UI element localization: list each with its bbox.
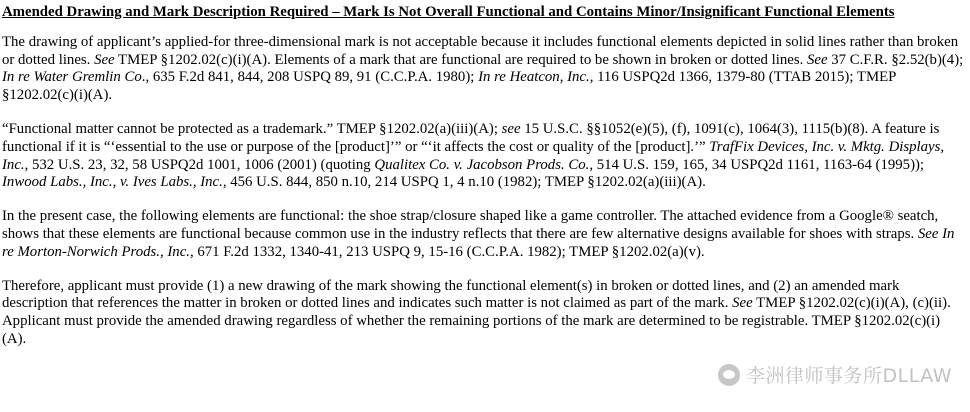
text-run: TMEP §1202.02(c)(i)(A), (c)(ii). Applicant must provide the amended drawing regardless of whether the remaining portions of the mark are determined to be registrable. TMEP §1202.02(c)(i)(A).	[2, 295, 951, 347]
text-run: , 514 U.S. 159, 165, 34 USPQ2d 1161, 1163-64 (1995));	[589, 156, 925, 173]
citation-italic: TrafFix Devices, Inc. v. Mktg. Displays, Inc.	[2, 138, 945, 173]
text-run: , 532 U.S. 23, 32, 58 USPQ2d 1001, 1006 (2001) (quoting	[24, 156, 375, 173]
watermark	[718, 361, 952, 388]
wechat-icon	[718, 364, 740, 386]
text-run: , 116 USPQ2d 1366, 1379-80 (TTAB 2015); TMEP §1202.02(c)(i)(A).	[2, 69, 896, 104]
text-run: ., 635 F.2d 841, 844, 208 USPQ 89, 91 (C.C.P.A. 1980);	[141, 69, 479, 86]
paragraph-3	[2, 208, 964, 261]
citation-italic: See	[94, 51, 115, 68]
paragraph-list	[2, 34, 964, 349]
text-run: In the present case, the following elements are functional: the shoe strap/closure shaped like a game controller. The attached evidence from a Google® seatch, shows that these elements are functional because common use in the industry reflects that there are few alternative designs available for shoes with straps.	[2, 208, 939, 242]
citation-italic: see	[501, 120, 521, 137]
watermark-text: 李洲律师事务所DLLAW	[746, 365, 952, 387]
text-run: “Functional matter cannot be protected as a trademark.” TMEP §1202.02(a)(iii)(A);	[2, 120, 502, 137]
section-heading: Amended Drawing and Mark Description Required – Mark Is Not Overall Functional and Contains Minor/Insignificant Functional Elements	[2, 4, 895, 20]
citation-italic: Qualitex Co. v. Jacobson Prods. Co.	[374, 156, 590, 173]
text-run: 37 C.F.R. §2.52(b)(4);	[827, 51, 964, 68]
text-run: 15 U.S.C. §§1052(e)(5), (f), 1091(c), 1064(3), 1115(b)(8). A feature is functional if it is “‘essential to the use or purpose of the [product]’” or “‘it affects the cost or quality of the [product].’”	[2, 120, 940, 155]
citation-italic: See	[732, 295, 753, 312]
document-body	[2, 4, 964, 349]
paragraph-1	[2, 34, 964, 105]
citation-italic: In re Heatcon, Inc.	[478, 69, 590, 86]
text-run: TMEP §1202.02(c)(i)(A). Elements of a mark that are functional are required to be shown in broken or dotted lines.	[114, 51, 807, 68]
text-run: , 671 F.2d 1332, 1340-41, 213 USPQ 9, 15-16 (C.C.P.A. 1982); TMEP §1202.02(a)(v).	[189, 243, 705, 260]
paragraph-4	[2, 278, 964, 349]
text-run: Therefore, applicant must provide (1) a new drawing of the mark showing the functional element(s) in broken or dotted lines, and (2) an amended mark description that references the matter in broken or dotted lines and indicates such matter is not claimed as part of the mark.	[2, 277, 900, 312]
paragraph-2	[2, 121, 964, 192]
text-run: The drawing of applicant’s applied-for three-dimensional mark is not acceptable because it includes functional elements depicted in solid lines rather than broken or dotted lines.	[2, 33, 959, 68]
citation-italic: In re Water Gremlin Co	[2, 69, 142, 86]
citation-italic: See	[807, 51, 828, 68]
citation-italic: See In re Morton-Norwich Prods., Inc.	[2, 225, 955, 260]
text-run: , 456 U.S. 844, 850 n.10, 214 USPQ 1, 4 n.10 (1982); TMEP §1202.02(a)(iii)(A).	[222, 174, 706, 191]
citation-italic: Inwood Labs., Inc., v. Ives Labs., Inc.	[2, 174, 223, 191]
